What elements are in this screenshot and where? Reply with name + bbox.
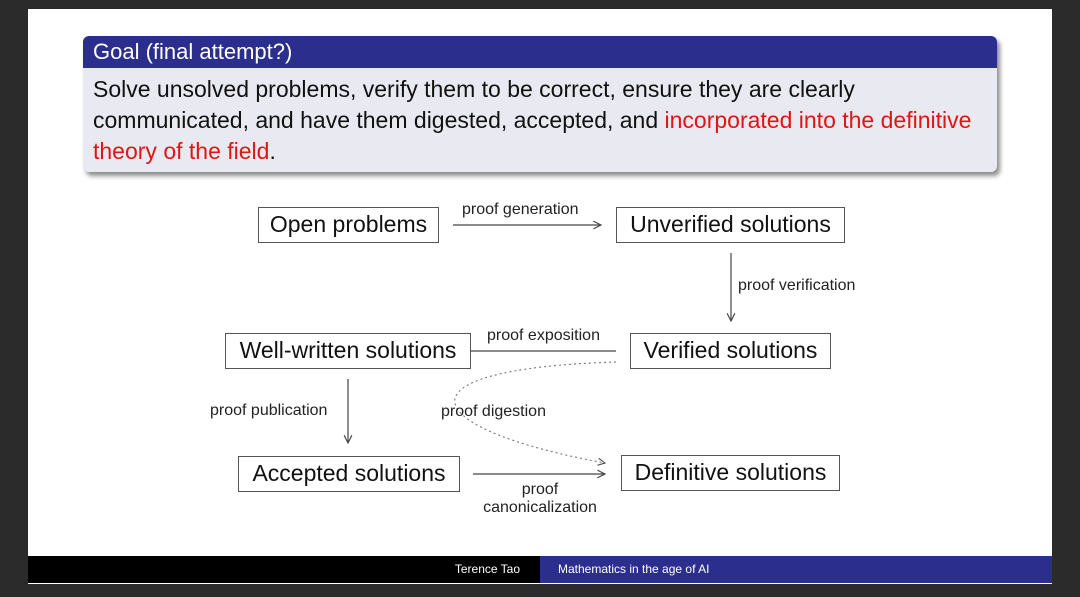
label-proof-exposition: proof exposition <box>487 327 600 344</box>
label-proof-publication: proof publication <box>210 402 328 419</box>
node-well-written-solutions: Well-written solutions <box>225 333 471 369</box>
goal-text-main: Solve unsolved problems, verify them to be correct, ensure they are clearly communicated, and have them digested, accepted, and <box>93 76 855 133</box>
label-canon-line2: canonicalization <box>483 499 597 516</box>
label-canon-line1: proof <box>521 481 559 498</box>
node-definitive-solutions: Definitive solutions <box>621 455 840 491</box>
node-verified-solutions: Verified solutions <box>630 333 831 369</box>
label-proof-canonicalization <box>474 481 606 517</box>
goal-text-highlight: incorporated into the definitive theory of the field <box>93 107 972 164</box>
footer-author: Terence Tao <box>28 556 540 583</box>
label-proof-verification: proof verification <box>738 277 856 294</box>
slide <box>28 9 1052 584</box>
footer-talk-title: Mathematics in the age of AI <box>540 556 1052 583</box>
label-proof-generation: proof generation <box>462 201 579 218</box>
goal-title: Goal (final attempt?) <box>93 39 293 64</box>
proof-pipeline-diagram <box>28 9 1052 556</box>
label-proof-digestion: proof digestion <box>441 403 546 420</box>
goal-text-end: . <box>269 138 276 164</box>
node-accepted-solutions: Accepted solutions <box>238 456 460 492</box>
slide-footer <box>28 556 1052 583</box>
diagram-arrows <box>28 9 1052 556</box>
node-unverified-solutions: Unverified solutions <box>616 207 845 243</box>
node-open-problems: Open problems <box>258 207 439 243</box>
